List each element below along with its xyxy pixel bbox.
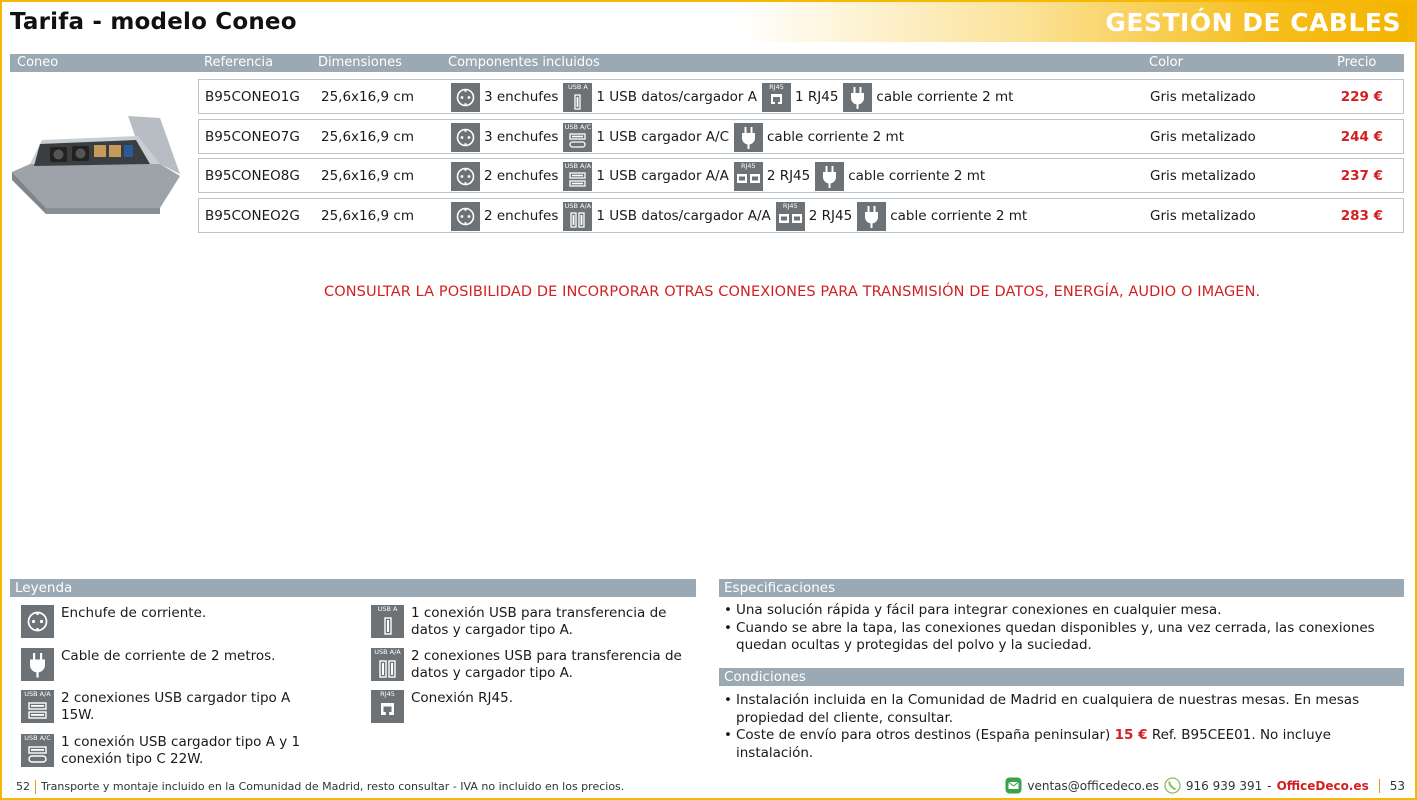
component-label: cable corriente 2 mt — [767, 129, 904, 145]
table-header — [10, 54, 1404, 72]
legend-text: Conexión RJ45. — [411, 690, 513, 706]
row-price: 237 € — [1340, 168, 1383, 184]
row-dim: 25,6x16,9 cm — [321, 168, 414, 184]
row-components — [451, 161, 986, 191]
conditions-title: Condiciones — [719, 668, 1404, 686]
usb-ac-icon: USB A/C — [563, 123, 592, 152]
footer-dash: - — [1267, 778, 1272, 793]
page-header — [2, 2, 1415, 42]
legend-item-socket — [21, 605, 351, 641]
component-label: 1 USB datos/cargador A — [596, 89, 757, 105]
row-dim: 25,6x16,9 cm — [321, 89, 414, 105]
notice-text: CONSULTAR LA POSIBILIDAD DE INCORPORAR OTRAS CONEXIONES PARA TRANSMISIÓN DE DATOS, ENERGÍA, AUDIO O IMAGEN. — [324, 284, 1261, 300]
socket-icon — [451, 202, 480, 231]
section-title: GESTIÓN DE CABLES — [1105, 8, 1401, 37]
conditions-item — [722, 727, 1404, 762]
conditions-item: • Instalación incluida en la Comunidad de Madrid en cualquiera de nuestras mesas. En mesas propiedad del cliente, consultar. — [722, 692, 1404, 727]
table-row — [198, 79, 1404, 114]
legend-text: 1 conexión USB para transferencia de datos y cargador tipo A. — [411, 605, 667, 638]
col-model: Coneo — [17, 55, 59, 70]
socket-icon — [451, 162, 480, 191]
row-components — [451, 201, 1028, 231]
table-row — [198, 158, 1404, 193]
footer-note — [16, 780, 624, 794]
component-label: 2 RJ45 — [766, 168, 811, 184]
legend-item-usb-aa-data — [371, 648, 701, 684]
specs-item: • Cuando se abre la tapa, las conexiones quedan disponibles y, una vez cerrada, las conexiones quedan ocultas y protegidas del polvo y la suciedad. — [722, 620, 1404, 655]
usb-aa-icon: USB A/A — [563, 162, 592, 191]
power-cable-icon — [857, 202, 886, 231]
email-icon — [1005, 777, 1022, 794]
socket-icon — [451, 83, 480, 112]
specs-item: • Una solución rápida y fácil para integrar conexiones en cualquier mesa. — [722, 602, 1404, 620]
component-label: cable corriente 2 mt — [876, 89, 1014, 105]
rj45-double-icon: RJ45 — [734, 162, 763, 191]
component-label: cable corriente 2 mt — [890, 208, 1028, 224]
row-ref: B95CONEO2G — [205, 208, 300, 224]
legend-item-rj45 — [371, 690, 701, 726]
product-image — [10, 114, 182, 214]
row-color: Gris metalizado — [1150, 89, 1256, 105]
col-price: Precio — [1337, 55, 1377, 70]
legend-text: 1 conexión USB cargador tipo A y 1 conexión tipo C 22W. — [61, 734, 301, 767]
power-cable-icon — [734, 123, 763, 152]
row-color: Gris metalizado — [1150, 208, 1256, 224]
footer-phone[interactable]: 916 939 391 — [1185, 778, 1263, 793]
conditions-list — [722, 692, 1404, 762]
row-dim: 25,6x16,9 cm — [321, 129, 414, 145]
socket-icon — [21, 605, 54, 638]
footer-text: Transporte y montaje incluido en la Comunidad de Madrid, resto consultar - IVA no incluido en los precios. — [41, 780, 625, 793]
row-color: Gris metalizado — [1150, 168, 1256, 184]
usb-aa-icon: USB A/A — [21, 690, 54, 723]
power-cable-icon — [843, 83, 872, 112]
page-number-left: 52 — [16, 780, 30, 793]
row-price: 244 € — [1340, 129, 1383, 145]
row-dim: 25,6x16,9 cm — [321, 208, 414, 224]
legend-text: 2 conexiones USB para transferencia de datos y cargador tipo A. — [411, 648, 682, 681]
table-row — [198, 119, 1404, 154]
footer-contact — [1005, 777, 1405, 794]
page-separator — [35, 780, 36, 794]
usb-a-icon: USB A — [563, 83, 592, 112]
row-price: 229 € — [1340, 89, 1383, 105]
component-label: 3 enchufes — [484, 89, 559, 105]
footer-brand[interactable]: OfficeDeco.es — [1276, 778, 1369, 793]
row-ref: B95CONEO8G — [205, 168, 300, 184]
col-ref: Referencia — [204, 55, 274, 70]
specs-list — [722, 602, 1404, 655]
row-ref: B95CONEO1G — [205, 89, 300, 105]
rj45-double-icon: RJ45 — [776, 202, 805, 231]
conditions-text: Coste de envío para otros destinos (España peninsular) — [736, 727, 1111, 743]
conditions-text: Ref. B95CEE01. No incluye instalación. — [736, 727, 1331, 761]
shipping-price: 15 € — [1114, 727, 1148, 743]
page-separator — [1379, 779, 1380, 793]
col-comps: Componentes incluidos — [448, 55, 600, 70]
component-label: 2 enchufes — [484, 168, 559, 184]
legend-item-usb-ac-charger — [21, 734, 351, 770]
row-color: Gris metalizado — [1150, 129, 1256, 145]
component-label: 2 RJ45 — [808, 208, 853, 224]
phone-icon — [1164, 777, 1181, 794]
legend-text: Enchufe de corriente. — [61, 605, 207, 621]
component-label: cable corriente 2 mt — [848, 168, 986, 184]
specs-title: Especificaciones — [719, 579, 1404, 597]
component-label: 2 enchufes — [484, 208, 559, 224]
power-cable-icon — [21, 648, 54, 681]
socket-icon — [451, 123, 480, 152]
row-components — [451, 122, 905, 152]
power-cable-icon — [815, 162, 844, 191]
usb-a-icon: USB A — [371, 605, 404, 638]
legend-item-usb-a-data — [371, 605, 701, 641]
legend-item-cable — [21, 648, 351, 684]
legend-item-usb-aa-charger — [21, 690, 351, 726]
legend-text: 2 conexiones USB cargador tipo A 15W. — [61, 690, 291, 723]
legend-title: Leyenda — [10, 579, 696, 597]
page-number-right: 53 — [1389, 778, 1405, 793]
row-price: 283 € — [1340, 208, 1383, 224]
usb-aa-data-icon: USB A/A — [563, 202, 592, 231]
row-components — [451, 82, 1014, 112]
usb-aa-data-icon: USB A/A — [371, 648, 404, 681]
usb-ac-icon: USB A/C — [21, 734, 54, 767]
rj45-icon: RJ45 — [762, 83, 791, 112]
component-label: 1 USB cargador A/C — [596, 129, 729, 145]
page-title: Tarifa - modelo Coneo — [10, 9, 297, 35]
col-color: Color — [1149, 55, 1183, 70]
footer-email[interactable]: ventas@officedeco.es — [1027, 778, 1159, 793]
col-dim: Dimensiones — [318, 55, 402, 70]
rj45-icon: RJ45 — [371, 690, 404, 723]
table-row — [198, 198, 1404, 233]
catalog-page — [2, 2, 1415, 798]
component-label: 1 USB cargador A/A — [596, 168, 729, 184]
component-label: 3 enchufes — [484, 129, 559, 145]
component-label: 1 USB datos/cargador A/A — [596, 208, 771, 224]
component-label: 1 RJ45 — [795, 89, 839, 105]
row-ref: B95CONEO7G — [205, 129, 300, 145]
legend-text: Cable de corriente de 2 metros. — [61, 648, 276, 664]
